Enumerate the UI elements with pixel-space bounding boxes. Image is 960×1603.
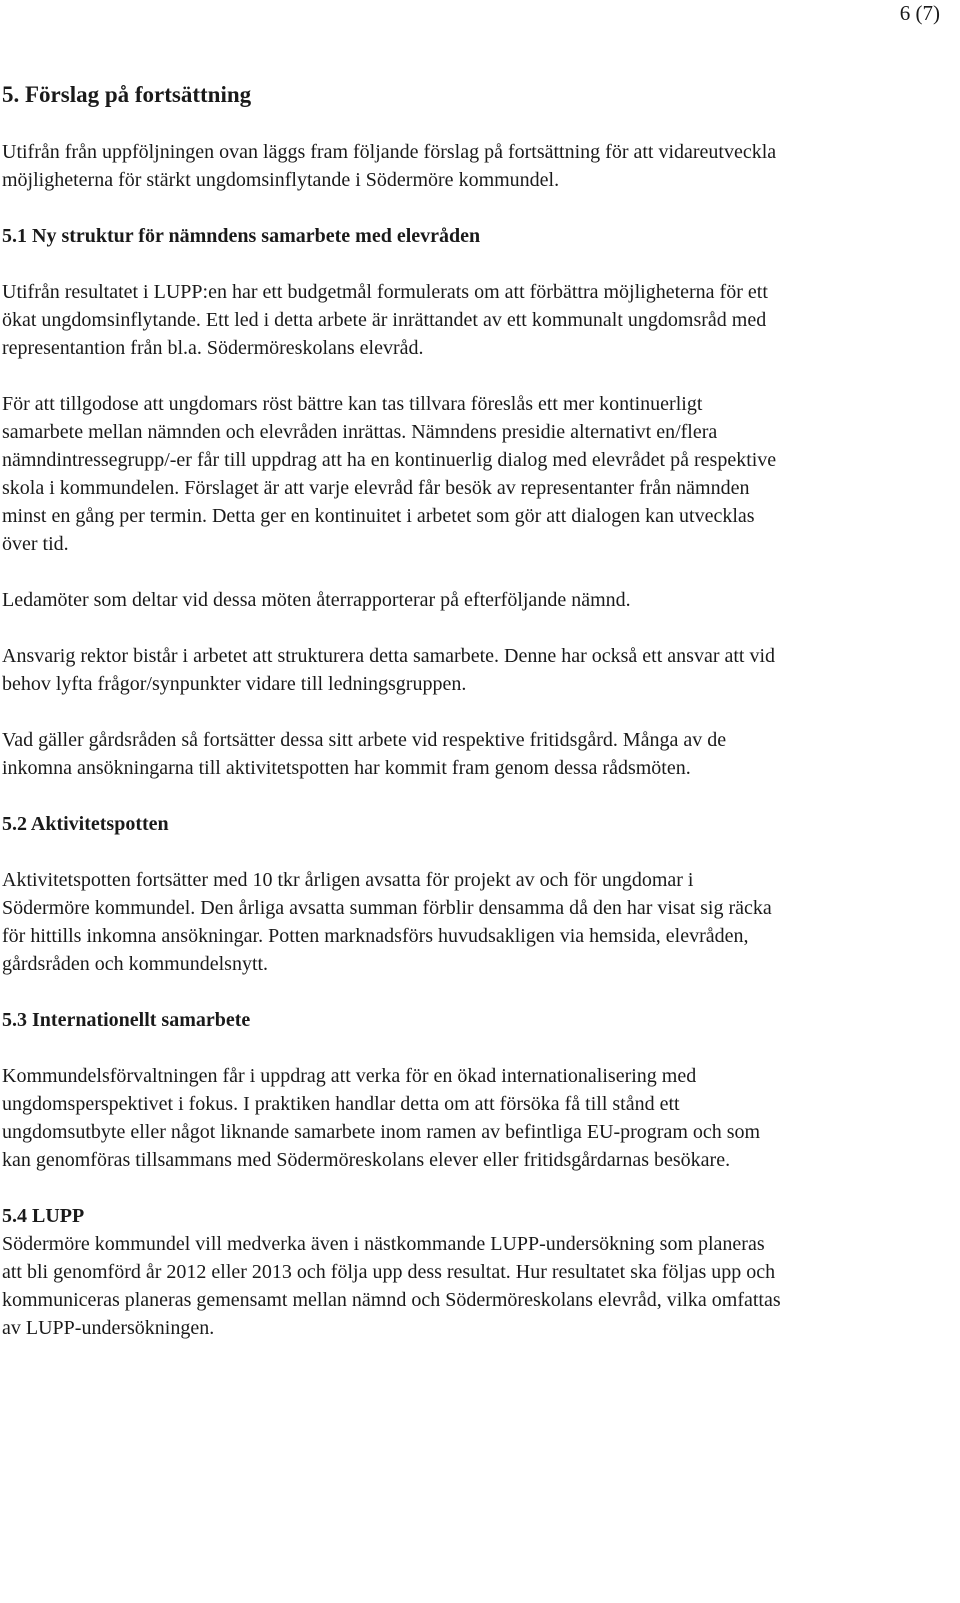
section-5-3-paragraph: Kommundelsförvaltningen får i uppdrag att verka för en ökad internationalisering med ungdomsperspektivet i fokus. I praktiken handlar detta om att försöka få till stånd ett ungdomsutbyte eller något liknande samarbete inom ramen av befintliga EU-program och som kan genomföras tillsammans med Södermöreskolans elever eller fritidsgårdarnas besökare. (2, 1065, 761, 1171)
section-5-intro: Utifrån från uppföljningen ovan läggs fram följande förslag på fortsättning för att vidareutveckla möjligheterna för stärkt ungdomsinflytande i Södermöre kommundel. (2, 141, 777, 191)
section-5-1-heading: 5.1 Ny struktur för nämndens samarbete med elevråden (2, 225, 481, 247)
section-5-1-paragraph-4: Ansvarig rektor bistår i arbetet att strukturera detta samarbete. Denne har också ett ansvar att vid behov lyfta frågor/synpunkter vidare till ledningsgruppen. (2, 645, 776, 695)
section-5-1-paragraph-3: Ledamöter som deltar vid dessa möten återrapporterar på efterföljande nämnd. (2, 589, 631, 611)
section-5-2-paragraph: Aktivitetspotten fortsätter med 10 tkr årligen avsatta för projekt av och för ungdomar i Södermöre kommundel. Den årliga avsatta summan förblir densamma då den har visat sig räcka för hittills inkomna ansökningar. Potten marknadsförs huvudsakligen via hemsida, elevråden, gårdsråden och kommundelsnytt. (2, 869, 772, 975)
document-body (2, 80, 782, 1370)
section-5-1-paragraph-5: Vad gäller gårdsråden så fortsätter dessa sitt arbete vid respektive fritidsgård. Många av de inkomna ansökningarna till aktivitetspotten har kommit fram genom dessa rådsmöten. (2, 729, 727, 779)
section-5-3-heading: 5.3 Internationellt samarbete (2, 1009, 251, 1031)
section-5-1-paragraph-1: Utifrån resultatet i LUPP:en har ett budgetmål formulerats om att förbättra möjligheterna för ett ökat ungdomsinflytande. Ett led i detta arbete är inrättandet av ett kommunalt ungdomsråd med representantion från bl.a. Södermöreskolans elevråd. (2, 281, 768, 359)
section-5-2-heading: 5.2 Aktivitetspotten (2, 813, 169, 835)
section-5-heading: 5. Förslag på fortsättning (2, 82, 252, 107)
section-5-4-heading: 5.4 LUPP (2, 1205, 85, 1227)
page-number: 6 (7) (899, 1, 940, 25)
section-5-1-paragraph-2: För att tillgodose att ungdomars röst bättre kan tas tillvara föreslås ett mer kontinuerligt samarbete mellan nämnden och elevråden inrättas. Nämndens presidie alternativt en/flera nämndintressegrupp/-er får till uppdrag att ha en kontinuerlig dialog med elevrådet på respektive skola i kommundelen. Förslaget är att varje elevråd får besök av representanter från nämnden minst en gång per termin. Detta ger en kontinuitet i arbetet som gör att dialogen kan utvecklas över tid. (2, 393, 777, 555)
section-5-4-paragraph: Södermöre kommundel vill medverka även i nästkommande LUPP-undersökning som planeras att bli genomförd år 2012 eller 2013 och följa upp dess resultat. Hur resultatet ska följas upp och kommuniceras planeras gemensamt mellan nämnd och Södermöreskolans elevråd, vilka omfattas av LUPP-undersökningen. (2, 1233, 781, 1339)
